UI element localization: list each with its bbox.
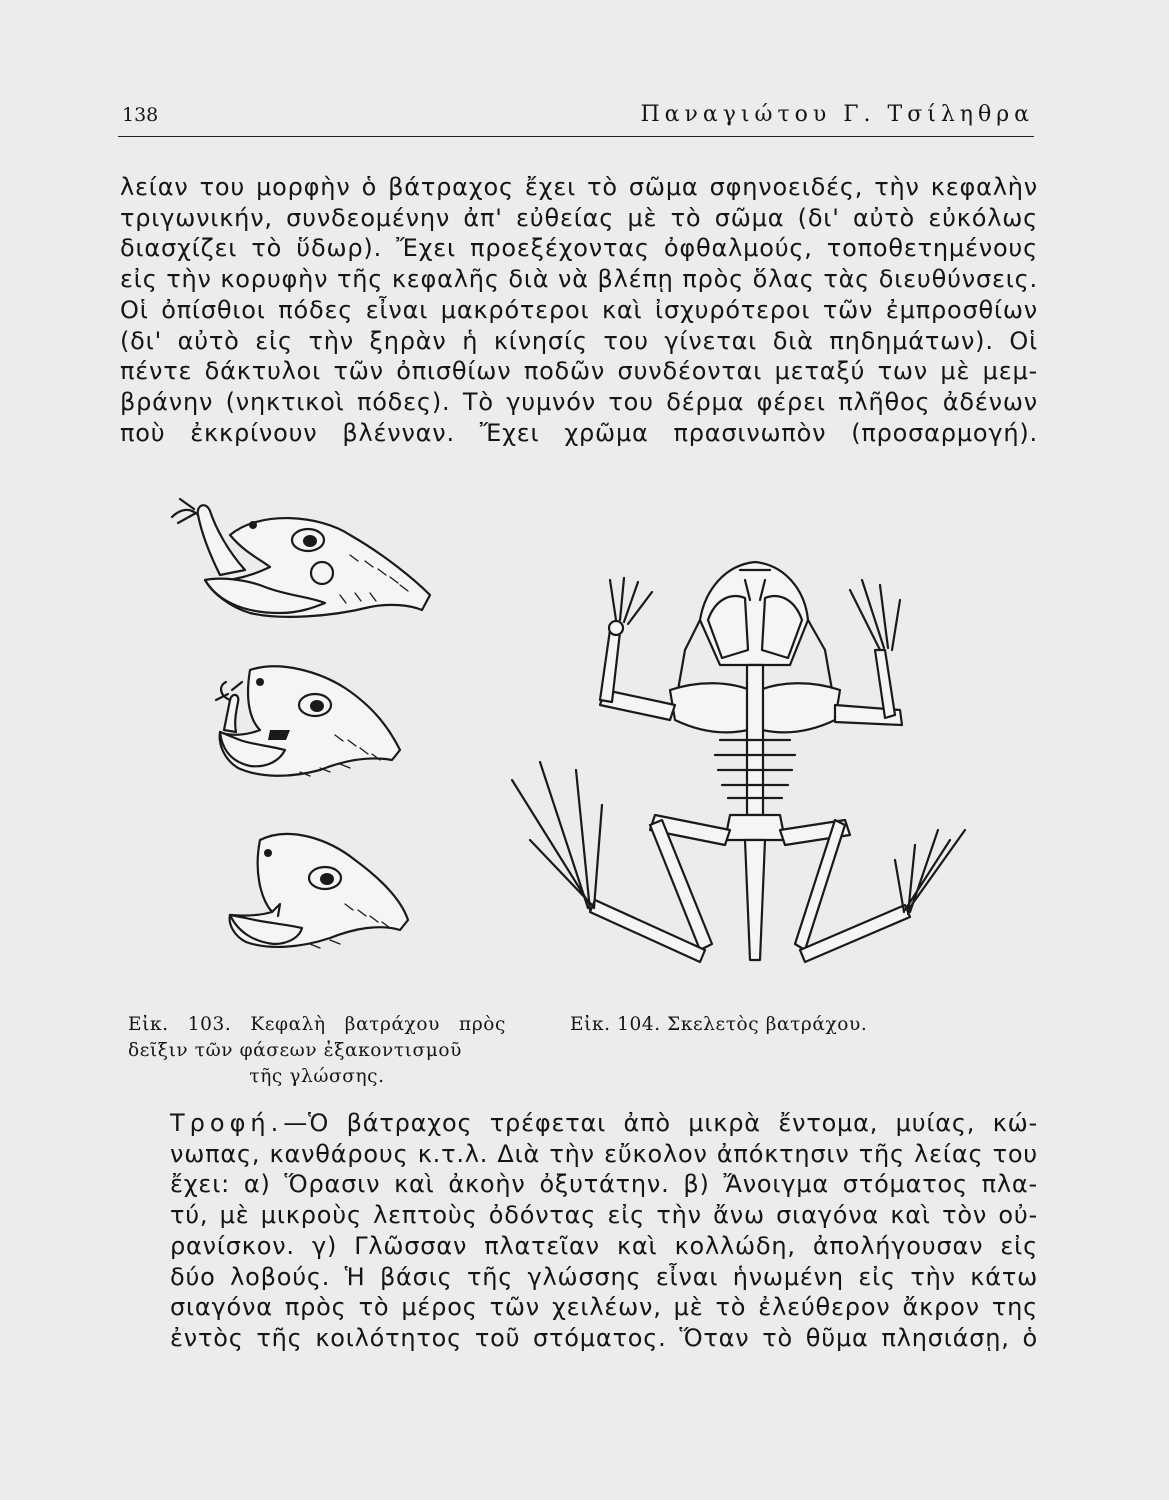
text-line: (δι' αὐτὸ εἰς τὴν ξηρὰν ἡ κίνησίς του γίνεται διὰ πηδημάτων). Οἱ [120, 326, 1038, 355]
text-line: ἔχει: α) Ὅρασιν καὶ ἀκοὴν ὀξυτάτην. β) Ἄνοιγμα στόματος πλα- [170, 1170, 1038, 1199]
header-rule [118, 136, 1034, 137]
text-line: πέντε δάκτυλοι τῶν ὀπισθίων ποδῶν συνδέονται μεταξύ των μὲ μεμ- [120, 357, 1038, 386]
text-line: λείαν του μορφὴν ὁ βάτραχος ἔχει τὸ σῶμα σφηνοειδές, τὴν κεφαλὴν [120, 173, 1038, 201]
right-forelimb [835, 580, 902, 725]
section-heading: Τροφή. [170, 1109, 284, 1137]
text-line [120, 1108, 1038, 1139]
text-line: δύο λοβούς. Ἡ βάσις τῆς γλώσσης εἶναι ἡνωμένη εἰς τὴν κάτω [170, 1262, 1038, 1291]
caption-line: δεῖξιν τῶν φάσεων ἐξακοντισμοῦ [128, 1040, 462, 1061]
figure-104-caption: Εἰκ. 104. Σκελετὸς βατράχου. [570, 1014, 868, 1035]
left-hindlimb [512, 762, 730, 962]
figure-103-frog-heads [150, 495, 440, 995]
text-line: Οἱ ὀπίσθιοι πόδες εἶναι μακρότεροι καὶ ἰσχυρότεροι τῶν ἐμπροσθίων [120, 295, 1038, 324]
page-number: 138 [122, 104, 159, 126]
caption-line: τῆς γλώσσης. [249, 1066, 385, 1087]
text-line: νωπας, κανθάρους κ.τ.λ. Διὰ τὴν εὔκολον ἀπόκτησιν τῆς λείας του [170, 1139, 1038, 1168]
text-line: διασχίζει τὸ ὕδωρ). Ἔχει προεξέχοντας ὀφθαλμούς, τοποθετημένους [120, 234, 1038, 263]
figure-103-caption [128, 1012, 506, 1090]
text-line: βράνην (νηκτικοὶ πόδες). Τὸ γυμνόν του δέρμα φέρει πλῆθος ἀδένων [120, 387, 1038, 416]
frog-head-phase-3 [230, 834, 408, 948]
running-head: Παναγιώτου Γ. Τσίληθρα [640, 102, 1034, 127]
text-segment: —Ὁ βάτραχος τρέφεται ἀπὸ μικρὰ ἔντομα, μυίας, κώ- [283, 1109, 1038, 1137]
pelvis [725, 815, 785, 960]
right-hindlimb [780, 820, 965, 962]
frog-head-phase-1 [172, 499, 430, 617]
frog-head-phase-2 [216, 666, 400, 776]
caption-line: Εἰκ. 103. Κεφαλὴ βατράχου πρὸς [128, 1014, 506, 1035]
text-line: τύ, μὲ μικροὺς λεπτοὺς ὀδόντας εἰς τὴν ἄνω σιαγόνα καὶ τὸν οὐ- [170, 1201, 1038, 1230]
text-line: τριγωνικήν, συνδεομένην ἀπ' εὐθείας μὲ τὸ σῶμα (δι' αὐτὸ εὐκόλως [120, 203, 1038, 232]
paragraph-frog-morphology [120, 172, 1038, 448]
paragraph-nutrition [120, 1108, 1038, 1354]
text-line: εἰς τὴν κορυφὴν τῆς κεφαλῆς διὰ νὰ βλέπῃ πρὸς ὅλας τὰς διευθύνσεις. [120, 265, 1038, 294]
page-header [118, 96, 1034, 136]
text-line: σιαγόνα πρὸς τὸ μέρος τῶν χειλέων, μὲ τὸ ἐλεύθερον ἄκρον της [170, 1293, 1038, 1322]
text-line: ποὺ ἐκκρίνουν βλένναν. Ἔχει χρῶμα πρασινωπὸν (προσαρμογή). [120, 418, 1038, 447]
figure-104-frog-skeleton [490, 540, 990, 990]
text-line: ἐντὸς τῆς κοιλότητος τοῦ στόματος. Ὅταν τὸ θῦμα πλησιάσῃ, ὁ [170, 1323, 1038, 1352]
text-line: ρανίσκον. γ) Γλῶσσαν πλατεῖαν καὶ κολλώδη, ἀπολήγουσαν εἰς [170, 1231, 1038, 1260]
left-forelimb [600, 578, 675, 720]
